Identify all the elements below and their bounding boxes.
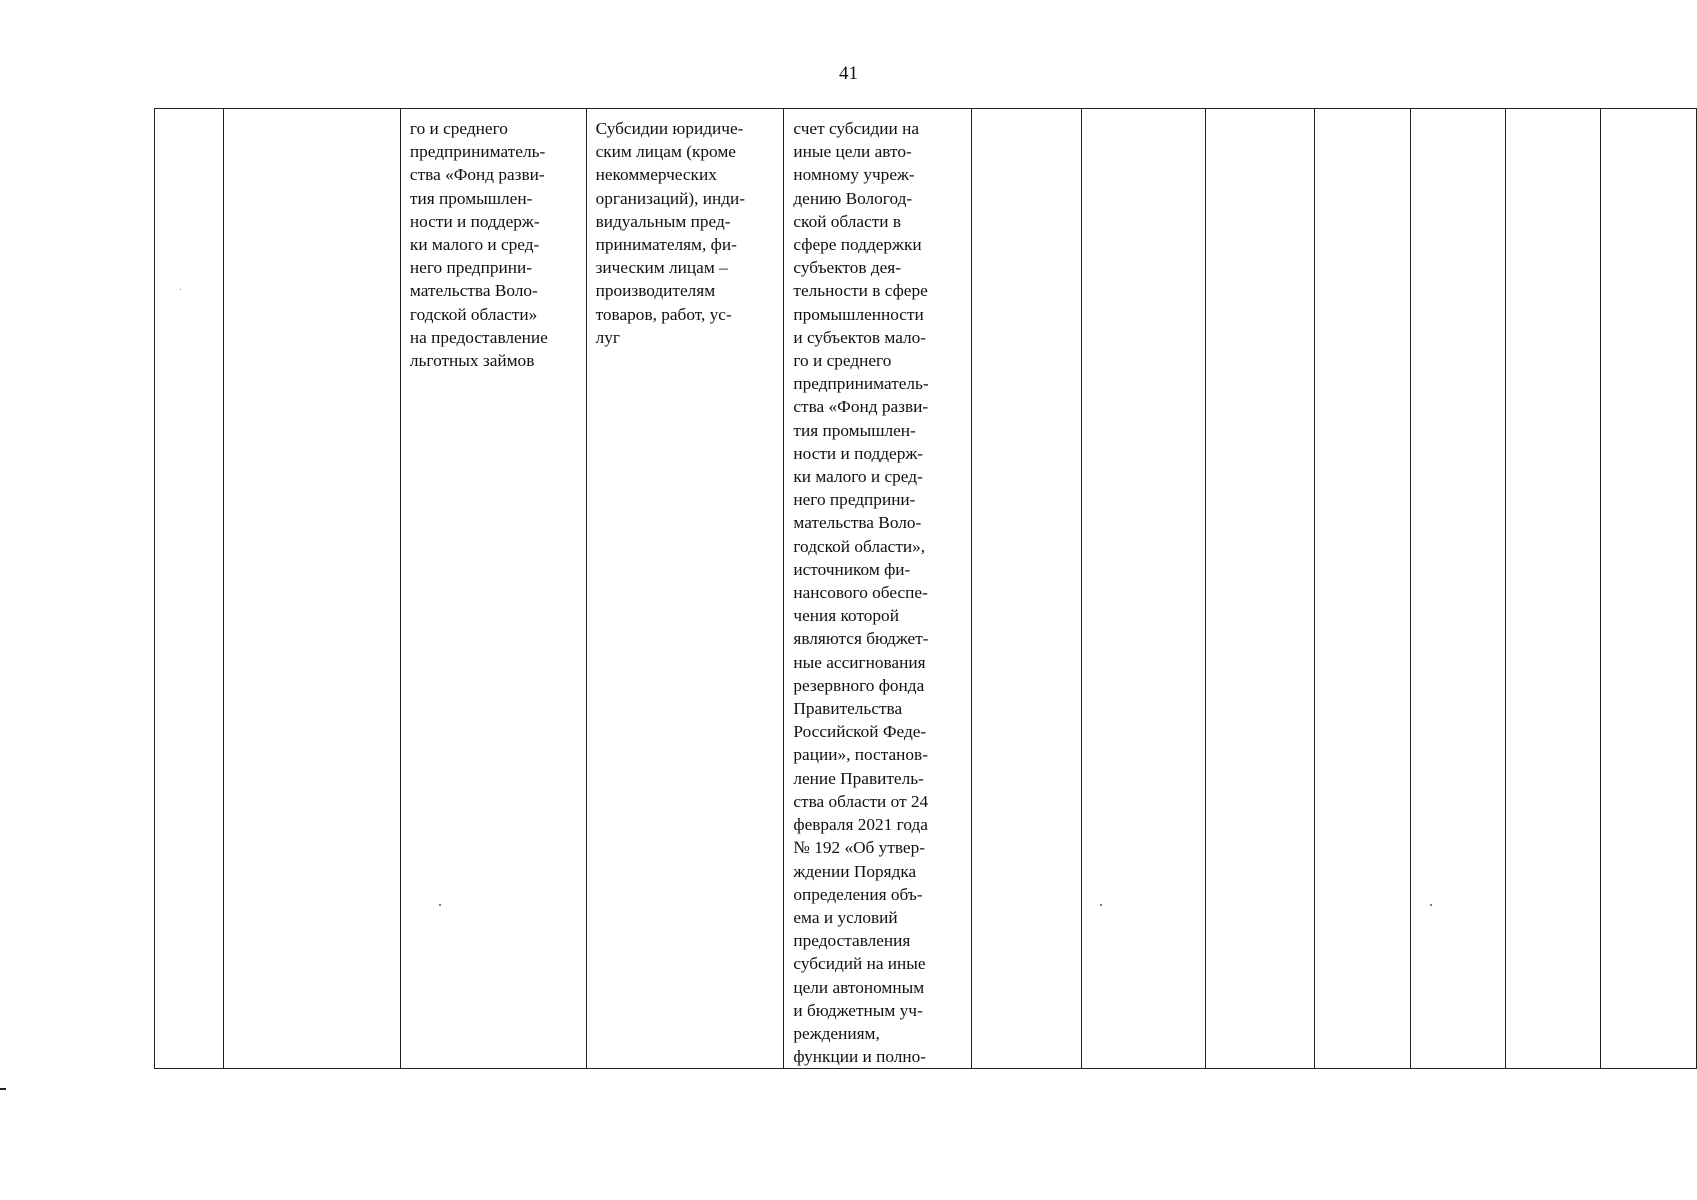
table-cell-3	[400, 109, 586, 1069]
table-cell-6	[971, 109, 1081, 1069]
cell-text: Субсидии юридиче- ским лицам (кроме некоммерческих организаций), инди- видуальным пред- принимателям, фи- зическим лицам – производителям товаров, работ, ус- луг	[595, 119, 746, 347]
table-cell-10	[1410, 109, 1505, 1069]
table-cell-1	[155, 109, 224, 1069]
cell-text: го и среднего предприниматель- ства «Фонд разви- тия промышлен- ности и поддерж- ки малого и сред- него предприни- мательства Воло- годской области» на предоставление льготных займов	[409, 119, 548, 371]
scan-speck	[180, 289, 181, 290]
cell-text: счет субсидии на иные цели авто- номному учреж- дению Вологод- ской области в сфере поддержки субъектов дея- тельности в сфере промышленности и субъектов мало- го и среднего предприниматель- ства «Фонд разви- тия промышлен- ности и поддерж- ки малого и сред- него предприни- мательства Воло- годской области», источником фи- нансового обеспе- чения которой являются бюджет- ные ассигнования резервного фонда Правительства Российской Феде- рации», постанов- ление Правитель- ства области от 24 февраля 2021 года № 192 «Об утвер- ждении Порядка определения объ- ема и условий предоставления субсидий на иные цели автономным и бюджетным уч- реждениям, функции и полно-	[793, 119, 929, 1067]
scan-edge-mark	[0, 1088, 6, 1090]
table-cell-7	[1082, 109, 1205, 1069]
table-cell-12	[1601, 109, 1697, 1069]
table-cell-9	[1315, 109, 1410, 1069]
table-row	[155, 109, 1697, 1069]
scan-speck	[439, 904, 441, 906]
table-cell-11	[1506, 109, 1601, 1069]
table-cell-2	[224, 109, 401, 1069]
table-cell-8	[1205, 109, 1314, 1069]
table-cell-4	[586, 109, 784, 1069]
scan-speck	[1430, 904, 1432, 906]
data-table	[154, 108, 1697, 1069]
scan-speck	[1100, 904, 1102, 906]
page-number: 41	[839, 63, 858, 84]
table-cell-5	[784, 109, 972, 1069]
